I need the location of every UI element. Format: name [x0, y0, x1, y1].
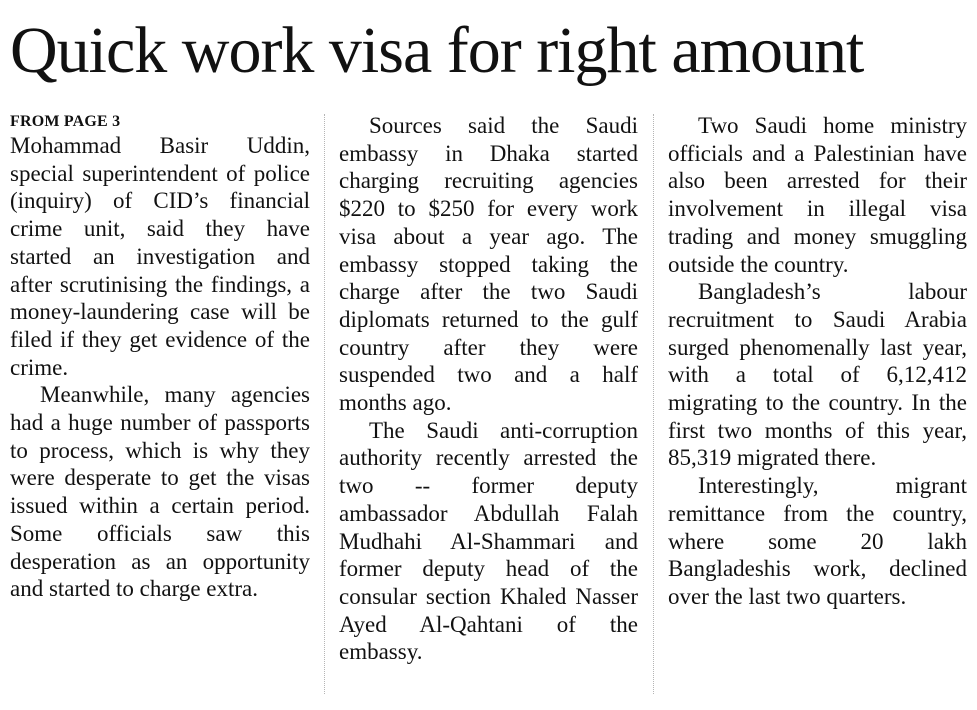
column-divider: [653, 114, 654, 694]
paragraph: Interestingly, migrant remittance from the country, where some 20 lakh Bangladeshis work, declined over the last two quarters.: [668, 473, 967, 609]
article-column-3: [668, 112, 967, 611]
article-column-2: [339, 112, 638, 666]
paragraph: Mohammad Basir Uddin, special superintendent of police (inquiry) of CID’s financial crime unit, said they have started an investigation and after scrutinising the findings, a money-laundering case will be filed if they get evidence of the crime.: [10, 133, 310, 380]
column-divider: [324, 114, 325, 694]
article-column-1: [10, 112, 310, 603]
paragraph: Bangladesh’s labour recruitment to Saudi Arabia surged phenomenally last year, with a total of 6,12,412 migrating to the country. In the first two months of this year, 85,319 migrated there.: [668, 279, 967, 471]
paragraph: The Saudi anti-corruption authority recently arrested the two -- former deputy ambassador Abdullah Falah Mudhahi Al-Shammari and former deputy head of the consular section Khaled Nasser Ayed Al-Qahtani of the embassy.: [339, 417, 638, 665]
paragraph: Two Saudi home ministry officials and a Palestinian have also been arrested for their involvement in illegal visa trading and money smuggling outside the country.: [668, 113, 967, 277]
paragraph: Meanwhile, many agencies had a huge number of passports to process, which is why they were desperate to get the visas issued within a certain period. Some officials saw this desperation as an opportunity and started to charge extra.: [10, 382, 310, 602]
continuation-kicker: FROM PAGE 3: [10, 113, 121, 130]
headline: Quick work visa for right amount: [10, 14, 864, 87]
paragraph: Sources said the Saudi embassy in Dhaka started charging recruiting agencies $220 to $250 for every work visa about a year ago. The embassy stopped taking the charge after the two Saudi diplomats returned to the gulf country after they were suspended two and a half months ago.: [339, 113, 638, 416]
